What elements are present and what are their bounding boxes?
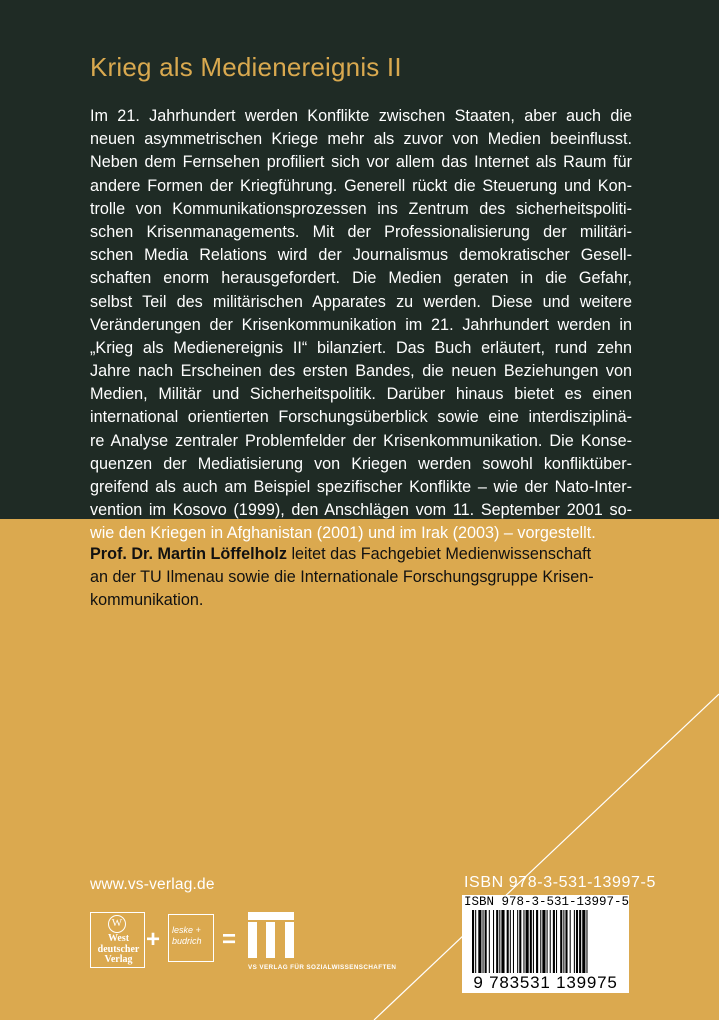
- equals-sign: =: [222, 926, 237, 953]
- blurb-line: Veränderungen der Krisenkommunikation im 21. Jahrhundert werden in: [90, 315, 632, 334]
- blurb-line: Jahre nach Erscheinen des ersten Bandes, die neuen Beziehungen von: [90, 362, 632, 381]
- blurb-line: schaften enorm herausgefordert. Die Medien geraten in die Gefahr,: [90, 269, 632, 288]
- plus-sign: +: [146, 926, 161, 953]
- blurb-line: „Krieg als Medienereignis II“ bilanziert. Das Buch erläutert, rund zehn: [90, 338, 632, 357]
- blurb-line: greifend als auch am Beispiel spezifischer Konflikte – wie der Nato-Inter-: [90, 478, 632, 496]
- blurb-line: Neben dem Fernsehen profiliert sich vor allem das Internet als Raum für: [90, 153, 632, 172]
- author-line-rest: leitet das Fachgebiet Medienwissenschaft: [286, 545, 592, 563]
- blurb-line: international orientierten Forschungsüberblick sowie eine interdisziplinä-: [90, 408, 632, 427]
- blurb-line: Im 21. Jahrhundert werden Konflikte zwischen Staaten, aber auch die: [90, 107, 632, 125]
- book-title: Krieg als Medienereignis II: [90, 52, 402, 82]
- blurb-line: selbst Teil des militärischen Apparates zu werden. Diese und weitere: [90, 292, 632, 311]
- blurb-line: re Analyse zentraler Problemfelder der Krisenkommunikation. Die Konse-: [90, 431, 632, 450]
- barcode: [462, 895, 629, 993]
- westdeutscher-verlag-logo: [90, 912, 145, 968]
- publisher-url[interactable]: www.vs-verlag.de: [90, 876, 215, 893]
- blurb-line: neuen asymmetrischen Kriege mehr als zuvor von Medien beeinflusst.: [90, 130, 632, 149]
- author-name: Prof. Dr. Martin Löffelholz: [90, 545, 287, 563]
- westdeutscher-logo-text: West deutscher Verlag: [97, 933, 140, 965]
- blurb-line: quenzen der Mediatisierung von Kriegen werden sowohl konfliktüber-: [90, 454, 632, 473]
- vs-verlag-label: VS VERLAG FÜR SOZIALWISSENSCHAFTEN: [248, 964, 397, 971]
- blurb-line: trolle von Kommunikationsprozessen ins Zentrum des sicherheitspoliti-: [90, 199, 632, 218]
- blurb-line: schen Media Relations wird der Journalismus demokratischer Gesell-: [90, 246, 632, 265]
- blurb-text: [90, 105, 632, 546]
- blurb-line: andere Formen der Kriegführung. Generell rückt die Steuerung und Kon-: [90, 176, 632, 195]
- vs-logo-column: [248, 922, 257, 958]
- isbn-label: ISBN 978-3-531-13997-5: [464, 874, 656, 891]
- publisher-logos: [90, 912, 430, 974]
- barcode-isbn: ISBN 978-3-531-13997-5: [464, 895, 630, 909]
- vs-logo-column: [285, 922, 294, 958]
- vs-logo-bar: [248, 912, 294, 920]
- vs-logo-column: [266, 922, 275, 958]
- blurb-line: schen Krisenmanagements. Mit der Professionalisierung der militäri-: [90, 222, 632, 241]
- leske-budrich-logo: [168, 914, 214, 962]
- barcode-digits: 9 783531 139975: [462, 973, 629, 993]
- vs-verlag-logo-icon: [248, 912, 308, 958]
- blurb-line: wie den Kriegen in Afghanistan (2001) und im Irak (2003) – vorgestellt.: [90, 524, 596, 543]
- blurb-line: Medien, Militär und Sicherheitspolitik. Darüber hinaus bietet es einen: [90, 385, 632, 404]
- westdeutscher-mark-icon: W: [108, 915, 126, 933]
- blurb-line: vention im Kosovo (1999), den Anschlägen vom 11. September 2001 so-: [90, 501, 632, 520]
- author-line: kommunikation.: [90, 591, 204, 610]
- barcode-bars: [462, 910, 629, 982]
- leske-budrich-logo-text: leske + budrich: [172, 925, 202, 946]
- author-line: an der TU Ilmenau sowie die Internationale Forschungsgruppe Krisen-: [90, 568, 594, 587]
